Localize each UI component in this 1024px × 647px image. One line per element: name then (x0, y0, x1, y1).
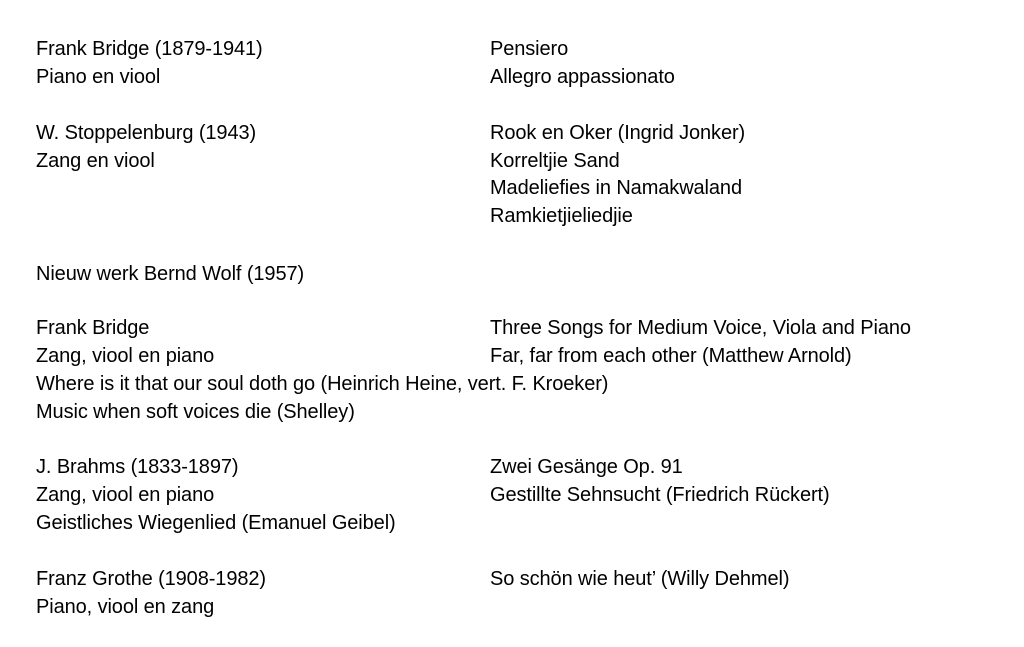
work-title: Three Songs for Medium Voice, Viola and Piano (490, 317, 911, 339)
work-title: Korreltjie Sand (490, 150, 620, 172)
instrumentation-line: Zang, viool en piano (36, 345, 215, 367)
work-title: Zwei Gesänge Op. 91 (490, 456, 683, 478)
instrumentation-line: Piano, viool en zang (36, 596, 215, 618)
work-title: Madeliefies in Namakwaland (490, 177, 742, 199)
work-title: Far, far from each other (Matthew Arnold) (490, 345, 852, 367)
instrumentation-line: Zang en viool (36, 150, 155, 172)
work-title: Where is it that our soul doth go (Heinrich Heine, vert. F. Kroeker) (36, 373, 609, 395)
composer-line: J. Brahms (1833-1897) (36, 456, 239, 478)
composer-line: Nieuw werk Bernd Wolf (1957) (36, 263, 305, 285)
work-title: Ramkietjieliedjie (490, 205, 633, 227)
composer-line: Franz Grothe (1908-1982) (36, 568, 266, 590)
composer-line: Frank Bridge (36, 317, 150, 339)
work-title: Music when soft voices die (Shelley) (36, 401, 355, 423)
instrumentation-line: Piano en viool (36, 66, 161, 88)
instrumentation-line: Zang, viool en piano (36, 484, 215, 506)
work-title: Rook en Oker (Ingrid Jonker) (490, 122, 746, 144)
composer-line: Frank Bridge (1879-1941) (36, 38, 263, 60)
work-title: So schön wie heut’ (Willy Dehmel) (490, 568, 790, 590)
work-title: Pensiero (490, 38, 569, 60)
work-movement: Allegro appassionato (490, 66, 675, 88)
work-title: Geistliches Wiegenlied (Emanuel Geibel) (36, 512, 396, 534)
composer-line: W. Stoppelenburg (1943) (36, 122, 257, 144)
work-title: Gestillte Sehnsucht (Friedrich Rückert) (490, 484, 830, 506)
